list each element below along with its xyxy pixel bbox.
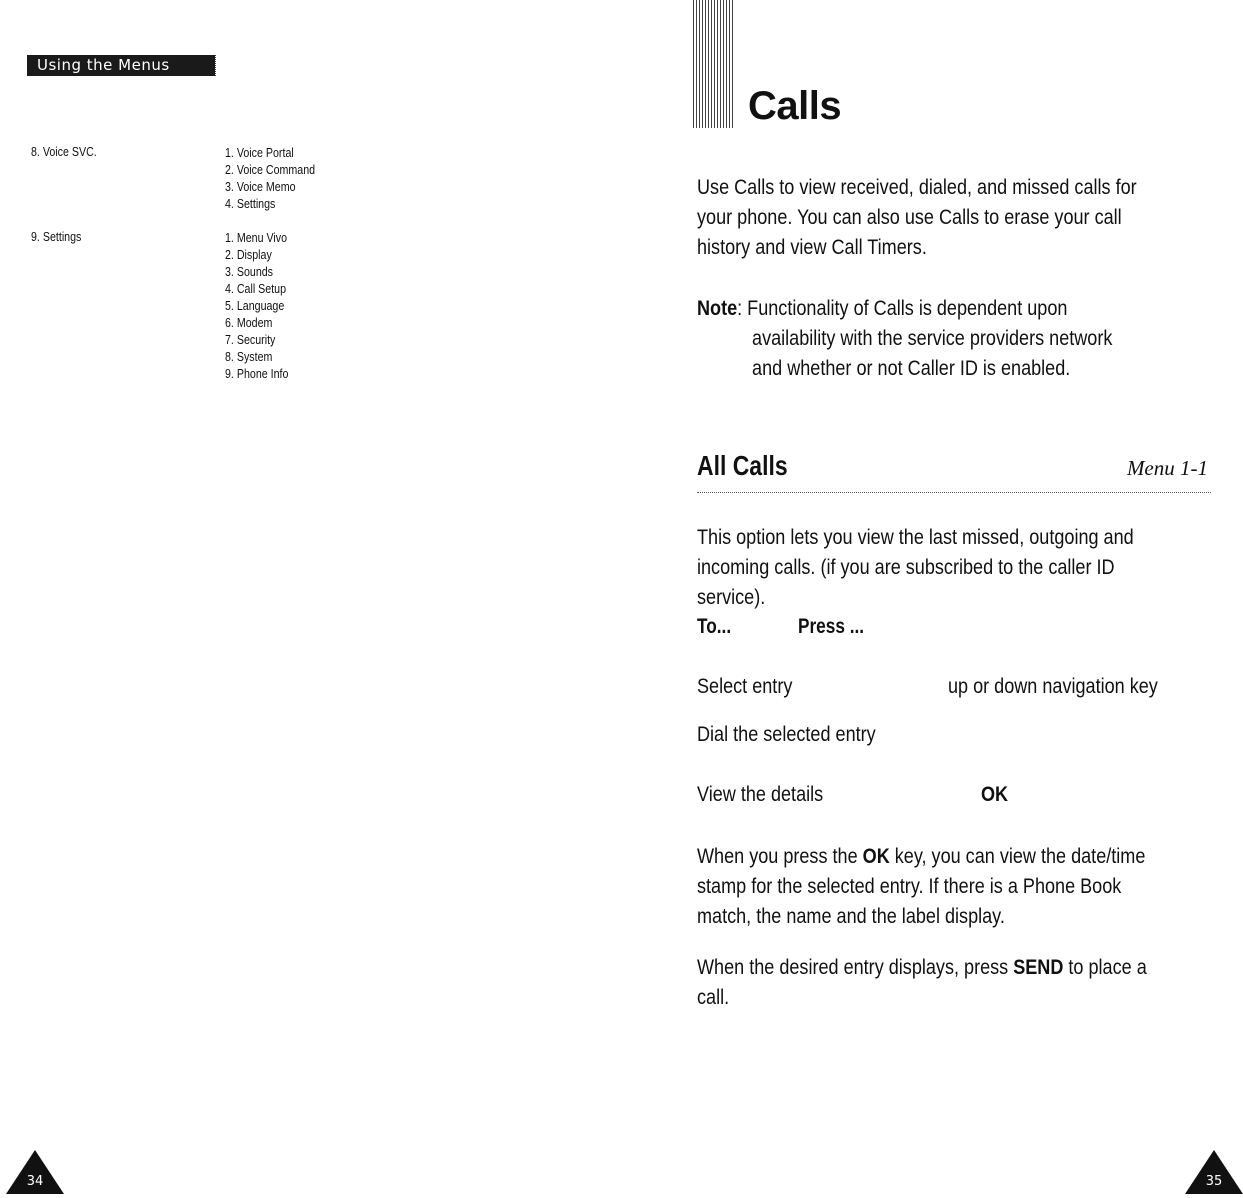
submenu-list-settings xyxy=(225,229,288,382)
note-line: : Functionality of Calls is dependent upon xyxy=(737,297,1068,320)
para-text: When you press the xyxy=(697,845,863,868)
submenu-item: 6. Modem xyxy=(225,315,273,330)
intro-line: history and view Call Timers. xyxy=(697,236,927,259)
section-description xyxy=(697,523,1213,613)
intro-line: Use Calls to view received, dialed, and missed calls for xyxy=(697,176,1137,199)
submenu-item: 7. Security xyxy=(225,332,276,347)
intro-paragraph xyxy=(697,173,1213,263)
para-text: to place a xyxy=(1063,956,1147,979)
submenu-item: 2. Display xyxy=(225,247,272,262)
note-line: and whether or not Caller ID is enabled. xyxy=(752,357,1071,380)
description-line: service). xyxy=(697,586,766,609)
page-number-text: 34 xyxy=(26,1174,44,1189)
submenu-item: 3. Voice Memo xyxy=(225,179,296,194)
table-header-to: To... xyxy=(697,615,732,638)
table-cell-action: Select entry xyxy=(697,675,793,698)
section-title: All Calls xyxy=(697,450,788,481)
description-line: incoming calls. (if you are subscribed to the caller ID xyxy=(697,556,1115,579)
menu-category-voice-svc: 8. Voice SVC. xyxy=(31,144,97,159)
section-header-tab: Using the Menus xyxy=(27,55,215,76)
menu-category-settings: 9. Settings xyxy=(31,229,82,244)
para-text: When the desired entry displays, press xyxy=(697,956,1014,979)
ok-key-label: OK xyxy=(862,845,890,868)
page-number-text: 35 xyxy=(1205,1174,1223,1189)
table-header-press: Press ... xyxy=(798,615,865,638)
chapter-title: Calls xyxy=(748,84,842,128)
note-block xyxy=(697,294,1213,384)
para-line: stamp for the selected entry. If there is a Phone Book xyxy=(697,875,1122,898)
section-menu-ref: Menu 1-1 xyxy=(1126,456,1208,480)
note-line: availability with the service providers network xyxy=(752,327,1113,350)
table-cell-action: View the details xyxy=(697,783,824,806)
submenu-item: 4. Settings xyxy=(225,196,276,211)
para-line: match, the name and the label display. xyxy=(697,905,1005,928)
para-text: key, you can view the date/time xyxy=(889,845,1146,868)
table-cell-press: OK xyxy=(981,783,1009,806)
section-divider xyxy=(697,492,1211,493)
submenu-item: 5. Language xyxy=(225,298,285,313)
table-cell-press: up or down navigation key xyxy=(948,675,1158,698)
send-key-label: SEND xyxy=(1013,956,1064,979)
page-number-right xyxy=(1185,1150,1243,1194)
chapter-stripe-decoration xyxy=(693,0,735,128)
submenu-list-voice-svc xyxy=(225,144,315,212)
submenu-item: 1. Menu Vivo xyxy=(225,230,288,245)
submenu-item: 1. Voice Portal xyxy=(225,145,294,160)
submenu-item: 4. Call Setup xyxy=(225,281,287,296)
table-cell-action: Dial the selected entry xyxy=(697,723,876,746)
description-line: This option lets you view the last missed, outgoing and xyxy=(697,526,1134,549)
submenu-item: 8. System xyxy=(225,349,273,364)
page-number-left xyxy=(6,1150,64,1194)
submenu-item: 3. Sounds xyxy=(225,264,274,279)
intro-line: your phone. You can also use Calls to erase your call xyxy=(697,206,1122,229)
submenu-item: 2. Voice Command xyxy=(225,162,316,177)
ok-key-paragraph xyxy=(697,842,1213,932)
send-key-paragraph xyxy=(697,953,1213,1013)
para-line: call. xyxy=(697,986,730,1009)
submenu-item: 9. Phone Info xyxy=(225,366,289,381)
note-label: Note xyxy=(697,297,738,320)
